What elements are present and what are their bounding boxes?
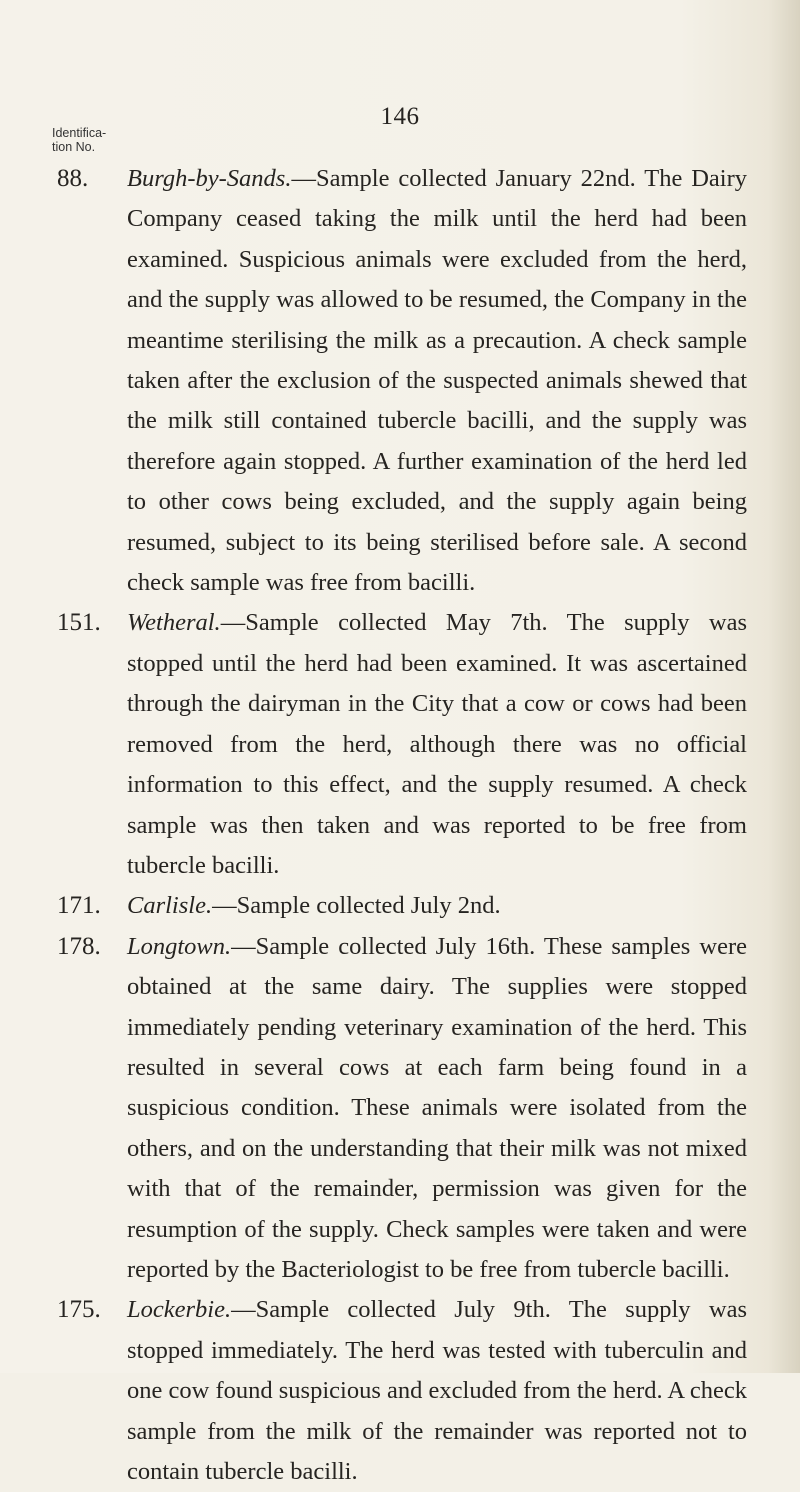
entry-171 xyxy=(0,886,800,926)
entry-text: —Sample collected January 22nd. The Dairy Company ceased taking the milk until the herd had been examined. Suspicious animals were excluded from the herd, and the supply was allowed to be resumed, the Company in the meantime sterilising the milk as a precaution. A check sample taken after the exclusion of the suspected animals shewed that the milk still contained tubercle bacilli, and the supply was therefore again stopped. A further examination of the herd led to other cows being excluded, and the supply again being resumed, subject to its being sterilised before sale. A second check sample was free from bacilli. xyxy=(127,165,747,597)
entry-place: Carlisle. xyxy=(127,892,213,920)
entry-id: 151. xyxy=(57,609,101,637)
entry-body xyxy=(127,1290,747,1492)
entry-place: Longtown. xyxy=(127,932,232,960)
entry-text: —Sample collected July 9th. The supply was stopped immediately. The herd was tested with tuberculin and one cow found suspicious and excluded from the herd. A check sample from the milk of the remainder was reported not to contain tubercle bacilli. xyxy=(127,1296,747,1485)
entry-178 xyxy=(0,927,800,1291)
entry-body xyxy=(127,603,747,886)
entry-body xyxy=(127,886,747,926)
entries-list xyxy=(0,159,800,1492)
entry-place: Wetheral. xyxy=(127,609,221,637)
entry-text: —Sample collected July 2nd. xyxy=(212,892,501,920)
entry-151 xyxy=(0,603,800,886)
entry-id: 175. xyxy=(57,1296,101,1324)
entry-place: Burgh-by-Sands. xyxy=(127,165,292,192)
page-number: 146 xyxy=(380,103,420,130)
entry-175 xyxy=(0,1290,800,1492)
identification-number-heading xyxy=(52,126,132,154)
entry-text: —Sample collected July 16th. These samples were obtained at the same dairy. The supplies were stopped immediately pending veterinary examination of the herd. This resulted in several cows at each farm being found in a suspicious condition. These animals were isolated from the others, and on the understanding that their milk was not mixed with that of the remainder, permission was given for the resumption of the supply. Check samples were taken and were reported by the Bacteriologist to be free from tubercle bacilli. xyxy=(127,932,747,1283)
entry-place: Lockerbie. xyxy=(127,1296,232,1324)
identification-heading-text: Identifica- tion No. xyxy=(52,126,107,154)
entry-body xyxy=(127,159,747,603)
entry-body xyxy=(127,927,747,1291)
entry-id: 171. xyxy=(57,892,101,920)
entry-id: 88. xyxy=(57,165,89,192)
entry-text: —Sample collected May 7th. The supply was stopped until the herd had been examined. It was ascertained through the dairyman in the City that a cow or cows had been removed from the herd, although there was no official information to this effect, and the supply resumed. A check sample was then taken and was reported to be free from tubercle bacilli. xyxy=(127,609,747,879)
entry-88 xyxy=(0,159,800,603)
entry-id: 178. xyxy=(57,932,101,960)
